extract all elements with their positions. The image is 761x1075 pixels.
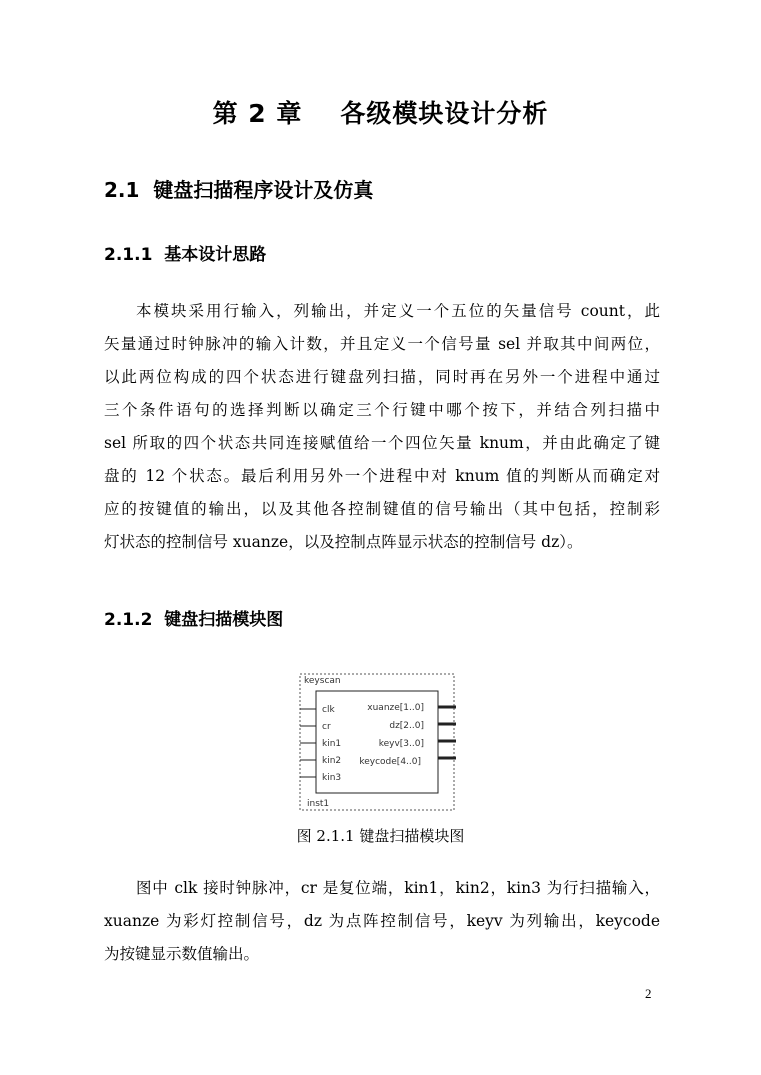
paragraph-line: 盘的 12 个状态。最后利用另外一个进程中对 knum 值的判断从而确定对 [104,467,660,485]
section-title: 键盘扫描程序设计及仿真 [153,178,374,202]
paragraph-line: 矢量通过时钟脉冲的输入计数，并且定义一个信号量 sel 并取其中间两位， [104,335,660,353]
paragraph-line: 三个条件语句的选择判断以确定三个行键中哪个按下，并结合列扫描中 [104,401,660,419]
paragraph-line: xuanze 为彩灯控制信号，dz 为点阵控制信号，keyv 为列输出，keycode [104,912,660,930]
subsection-heading-2 [104,605,283,630]
subsection-number: 2.1.2 [104,610,153,630]
output-port-label: keycode[4..0] [359,757,421,767]
output-port-label: xuanze[1..0] [367,703,424,713]
paragraph-line: 灯状态的控制信号 xuanze，以及控制点阵显示状态的控制信号 dz）。 [104,533,583,551]
paragraph-line: 图中 clk 接时钟脉冲，cr 是复位端，kin1，kin2，kin3 为行扫描输入， [136,879,660,897]
input-port-label: kin2 [322,756,342,766]
section-heading [104,174,373,203]
chapter-title [0,94,761,130]
paragraph-line: 本模块采用行输入，列输出，并定义一个五位的矢量信号 count，此 [136,302,660,320]
input-port-label: cr [322,722,331,732]
section-number: 2.1 [104,178,140,202]
module-name: keyscan [304,676,341,686]
output-port-label: dz[2..0] [389,721,424,731]
input-port-label: kin1 [322,739,342,749]
instance-name: inst1 [307,799,330,809]
paragraph-line: 应的按键值的输出，以及其他各控制键值的信号输出（其中包括，控制彩 [104,500,660,518]
keyscan-block-diagram [295,672,465,814]
output-port-label: keyv[3..0] [378,739,424,749]
subsection-title: 键盘扫描模块图 [164,610,284,630]
paragraph-line: 以此两位构成的四个状态进行键盘列扫描，同时再在另外一个进程中通过 [104,368,660,386]
page-number: 2 [645,986,652,1001]
figure-caption: 图 2.1.1 键盘扫描模块图 [296,827,465,845]
subsection-number: 2.1.1 [104,245,153,265]
input-port-label: kin3 [322,773,342,783]
chapter-number: 第 2 章 [212,99,303,128]
chapter-title-text: 各级模块设计分析 [340,99,549,128]
paragraph-line: 为按键显示数值输出。 [104,945,260,963]
paragraph-line: sel 所取的四个状态共同连接赋值给一个四位矢量 knum，并由此确定了键 [104,434,660,452]
subsection-title: 基本设计思路 [164,245,267,265]
input-port-label: clk [322,705,335,715]
subsection-heading-1 [104,240,266,265]
